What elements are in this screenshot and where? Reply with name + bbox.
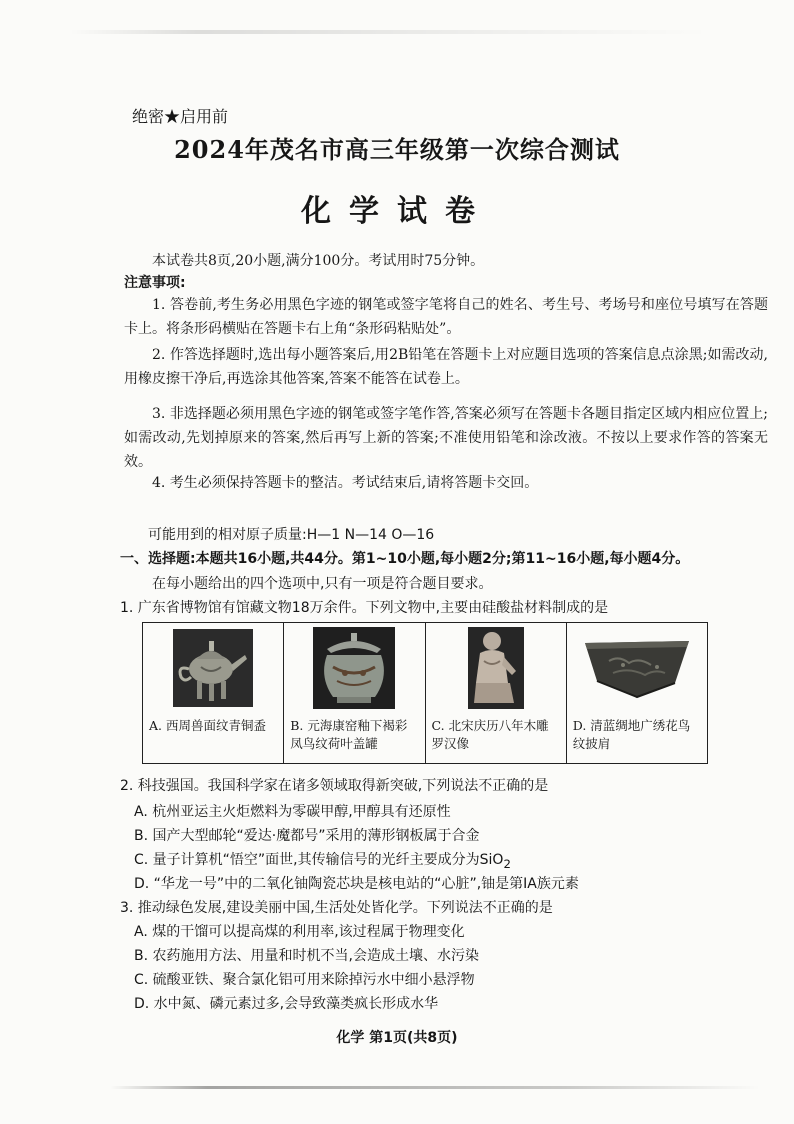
question-2-option-c <box>134 849 511 871</box>
notice-heading: 注意事项: <box>124 275 186 291</box>
question-3-option-a: A. 煤的干馏可以提高煤的利用率,该过程属于物理变化 <box>134 924 465 940</box>
question-3-option-b: B. 农药施用方法、用量和时机不当,会造成土壤、水污染 <box>134 948 479 964</box>
question-2-stem: 2. 科技强国。我国科学家在诸多领域取得新突破,下列说法不正确的是 <box>120 778 549 794</box>
scan-artifact-bottom <box>110 1086 760 1089</box>
notice-item-2: 2. 作答选择题时,选出每小题答案后,用2B铅笔在答题卡上对应题目选项的答案信息点涂黑;如需改动,用橡皮擦干净后,再选涂其他答案,答案不能答在试卷上。 <box>124 347 768 387</box>
question-3-option-c: C. 硫酸亚铁、聚合氯化铝可用来除掉污水中细小悬浮物 <box>134 972 475 988</box>
question-2-option-a: A. 杭州亚运主火炬燃料为零碳甲醇,甲醇具有还原性 <box>134 804 451 820</box>
option-c-cell <box>425 623 566 764</box>
option-c-label: C. 北宋庆历八年木雕罗汉像 <box>431 718 549 751</box>
bronze-vessel-icon <box>173 629 253 707</box>
option-a-label: A. 西周兽面纹青铜盉 <box>149 718 266 733</box>
wood-statue-icon <box>468 627 524 709</box>
exam-intro: 本试卷共8页,20小题,满分100分。考试用时75分钟。 <box>152 253 485 269</box>
exam-title: 2024年茂名市高三年级第一次综合测试 <box>174 135 620 164</box>
porcelain-jar-icon <box>313 627 395 709</box>
notice-item-4: 4. 考生必须保持答题卡的整洁。考试结束后,请将答题卡交回。 <box>152 475 539 491</box>
option-b-label: B. 元海康窑釉下褐彩凤鸟纹荷叶盖罐 <box>290 718 408 751</box>
option-a-cell <box>143 623 284 764</box>
question-2-option-b: B. 国产大型邮轮“爱达·魔都号”采用的薄形钢板属于合金 <box>134 828 480 844</box>
sio2-subscript: 2 <box>503 856 511 871</box>
question-1-options-table <box>142 622 708 764</box>
option-d-cell <box>566 623 707 764</box>
page-footer: 化学 第1页(共8页) <box>336 1030 458 1046</box>
section1-title: 一、选择题:本题共16小题,共44分。第1~10小题,每小题2分;第11~16小题,每小题4分。 <box>120 551 690 567</box>
question-3-option-d: D. 水中氮、磷元素过多,会导致藻类疯长形成水华 <box>134 996 439 1012</box>
atomic-masses: 可能用到的相对原子质量:H—1 N—14 O—16 <box>148 527 435 543</box>
section1-subtitle: 在每小题给出的四个选项中,只有一项是符合题目要求。 <box>152 576 493 592</box>
notice-item-1: 1. 答卷前,考生务必用黑色字迹的钢笔或签字笔将自己的姓名、考生号、考场号和座位号填写在答题卡上。将条形码横贴在答题卡右上角“条形码粘贴处”。 <box>124 297 768 337</box>
question-1-stem: 1. 广东省博物馆有馆藏文物18万余件。下列文物中,主要由硅酸盐材料制成的是 <box>120 600 609 616</box>
option-b-cell <box>284 623 425 764</box>
question-2-option-c-text: C. 量子计算机“悟空”面世,其传输信号的光纤主要成分为SiO <box>134 852 504 868</box>
subject-title: 化学试卷 <box>301 194 493 229</box>
notice-item-3: 3. 非选择题必须用黑色字迹的钢笔或签字笔作答,答案必须写在答题卡各题目指定区域内相应位置上;如需改动,先划掉原来的答案,然后再写上新的答案;不准使用铅笔和涂改液。不按以上要求作答的答案无效。 <box>124 406 768 470</box>
question-2-option-d: D. “华龙一号”中的二氧化铀陶瓷芯块是核电站的“心脏”,铀是第ⅠA族元素 <box>134 876 579 892</box>
question-3-stem: 3. 推动绿色发展,建设美丽中国,生活处处皆化学。下列说法不正确的是 <box>120 900 553 916</box>
scan-artifact-top <box>70 30 710 34</box>
secret-label: 绝密★启用前 <box>132 107 229 126</box>
silk-shawl-icon <box>579 635 695 701</box>
option-d-label: D. 清蓝绸地广绣花鸟纹披肩 <box>572 718 691 751</box>
